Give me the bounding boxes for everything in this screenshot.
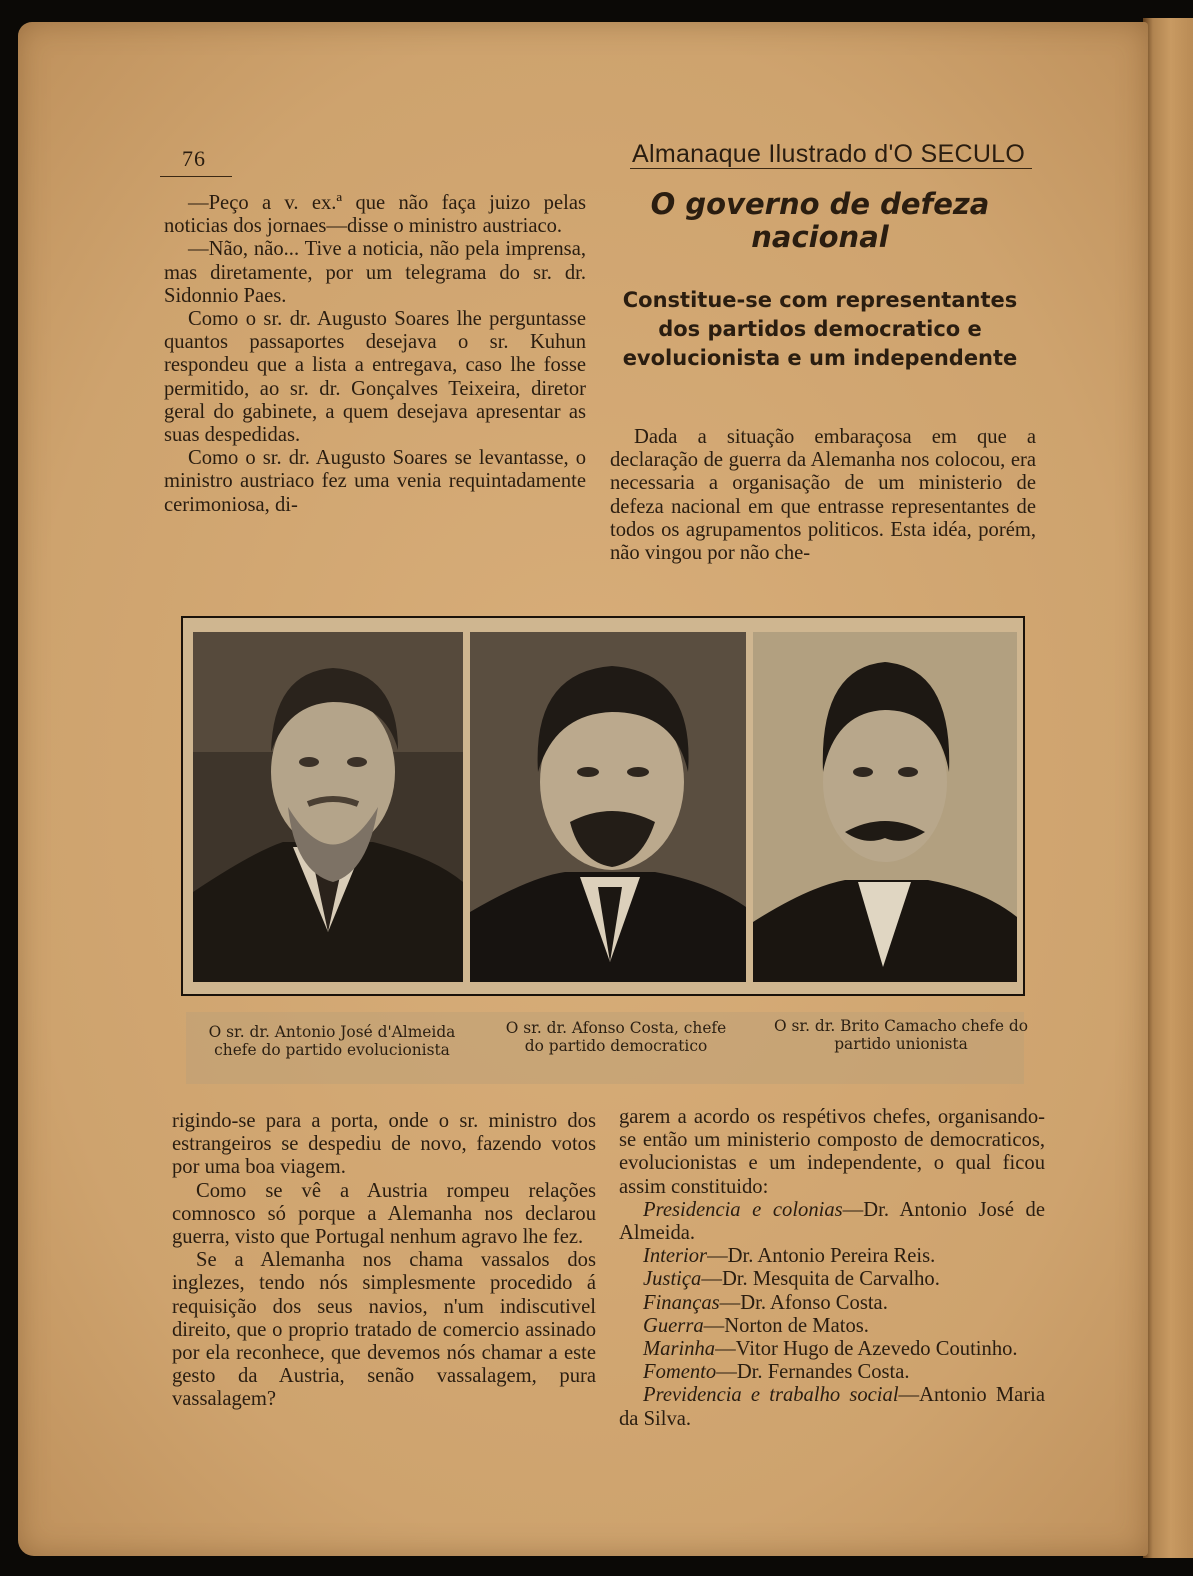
ministry-entry bbox=[619, 1361, 1045, 1384]
header-rule-left bbox=[160, 176, 232, 177]
ministry-name: Fomento bbox=[643, 1361, 717, 1384]
portrait-panel bbox=[181, 616, 1025, 996]
paragraph: Como o sr. dr. Augusto Soares se levantasse, o ministro austriaco fez uma venia requintadamente cerimoniosa, di- bbox=[164, 447, 586, 516]
minister-name: —Vitor Hugo de Azevedo Coutinho. bbox=[715, 1338, 1018, 1361]
ministry-name: Finanças bbox=[643, 1291, 720, 1314]
ministry-entry bbox=[619, 1315, 1045, 1338]
paragraph: —Peço a v. ex.ª que não faça juizo pelas noticias dos jornaes—disse o ministro austriaco. bbox=[164, 192, 586, 238]
minister-name: —Dr. Fernandes Costa. bbox=[716, 1361, 910, 1384]
ministry-entry bbox=[619, 1338, 1045, 1361]
minister-name: —Antonio Maria da Silva. bbox=[619, 1384, 1045, 1430]
minister-name: —Norton de Matos. bbox=[703, 1314, 869, 1337]
ministry-name: Guerra bbox=[643, 1314, 704, 1337]
right-bottom-column bbox=[619, 1106, 1045, 1431]
photo-caption: O sr. dr. Antonio José d'Almeida chefe do partido evolucionista bbox=[208, 1023, 456, 1059]
paragraph: Se a Alemanha nos chama vassalos dos inglezes, tendo nós simplesmente procedido á requisição dos seus navios, n'um indiscutivel direito, que o proprio tratado de comercio assinado por ela reconhece, que devemos nós chamar a este gesto da Austria, senão vassalagem, pura vassalagem? bbox=[172, 1249, 596, 1411]
paragraph: rigindo-se para a porta, onde o sr. ministro dos estrangeiros se despediu de novo, fazendo votos por uma boa viagem. bbox=[172, 1110, 596, 1179]
left-top-column bbox=[164, 192, 586, 517]
running-head: Almanaque Ilustrado d'O SECULO bbox=[632, 140, 1026, 168]
ministry-name: Presidencia e colonias bbox=[643, 1198, 843, 1221]
ministry-name: Interior bbox=[643, 1245, 708, 1268]
left-bottom-column bbox=[172, 1110, 596, 1412]
portrait-antonio-jose-de-almeida bbox=[193, 632, 463, 982]
paragraph: Como o sr. dr. Augusto Soares lhe perguntasse quantos passaportes desejava o sr. Kuhun respondeu que a lista a entregava, caso lhe fosse permitido, ao sr. dr. Gonçalves Teixeira, diretor geral do gabinete, a quem desejava apresentar as suas despedidas. bbox=[164, 308, 586, 447]
minister-name: —Dr. Afonso Costa. bbox=[719, 1291, 888, 1314]
right-top-column bbox=[610, 426, 1036, 565]
portrait-photo bbox=[193, 632, 463, 982]
portrait-afonso-costa bbox=[470, 632, 746, 982]
page-number: 76 bbox=[182, 146, 206, 171]
article-title: O governo de defeza nacional bbox=[650, 187, 990, 254]
minister-name: —Dr. Antonio Pereira Reis. bbox=[707, 1245, 936, 1268]
paragraph: Como se vê a Austria rompeu relações comnosco só porque a Alemanha nos declarou guerra, visto que Portugal nenhum agravo lhe fez. bbox=[172, 1179, 596, 1249]
photo-caption: O sr. dr. Brito Camacho chefe do partido unionista bbox=[774, 1017, 1028, 1053]
paragraph: —Não, não... Tive a noticia, não pela imprensa, mas diretamente, por um telegrama do sr. dr. Sidonnio Paes. bbox=[164, 238, 586, 307]
ministry-name: Previdencia e trabalho social bbox=[643, 1384, 899, 1407]
portrait-brito-camacho bbox=[753, 632, 1017, 982]
minister-name: —Dr. Mesquita de Carvalho. bbox=[701, 1268, 940, 1291]
ministry-entry bbox=[619, 1384, 1045, 1430]
ministry-name: Marinha bbox=[643, 1338, 716, 1361]
ministry-entry bbox=[619, 1245, 1045, 1268]
ministry-entry bbox=[619, 1199, 1045, 1245]
portrait-photo bbox=[470, 632, 746, 982]
book-spine-edge bbox=[1143, 18, 1193, 1558]
photo-caption: O sr. dr. Afonso Costa, chefe do partido democratico bbox=[505, 1019, 727, 1055]
ministry-name: Justiça bbox=[643, 1268, 702, 1291]
ministry-entry bbox=[619, 1292, 1045, 1315]
minister-name: —Dr. Antonio José de Almeida. bbox=[619, 1198, 1045, 1245]
ministry-entry bbox=[619, 1268, 1045, 1291]
portrait-photo bbox=[753, 632, 1017, 982]
paragraph: garem a acordo os respétivos chefes, organisando-se então um ministerio composto de democraticos, evolucionistas e um independente, o qual ficou assim constituido: bbox=[619, 1106, 1045, 1198]
header-rule-right bbox=[630, 168, 1032, 169]
paragraph: Dada a situação embaraçosa em que a declaração de guerra da Alemanha nos colocou, era necessaria a organisação de um ministerio de defeza nacional em que entrasse representantes de todos os agrupamentos politicos. Esta idéa, porém, não vingou por não che- bbox=[610, 426, 1036, 565]
article-subtitle: Constitue-se com representantes dos partidos democratico e evolucionista e um independente bbox=[622, 288, 1018, 370]
